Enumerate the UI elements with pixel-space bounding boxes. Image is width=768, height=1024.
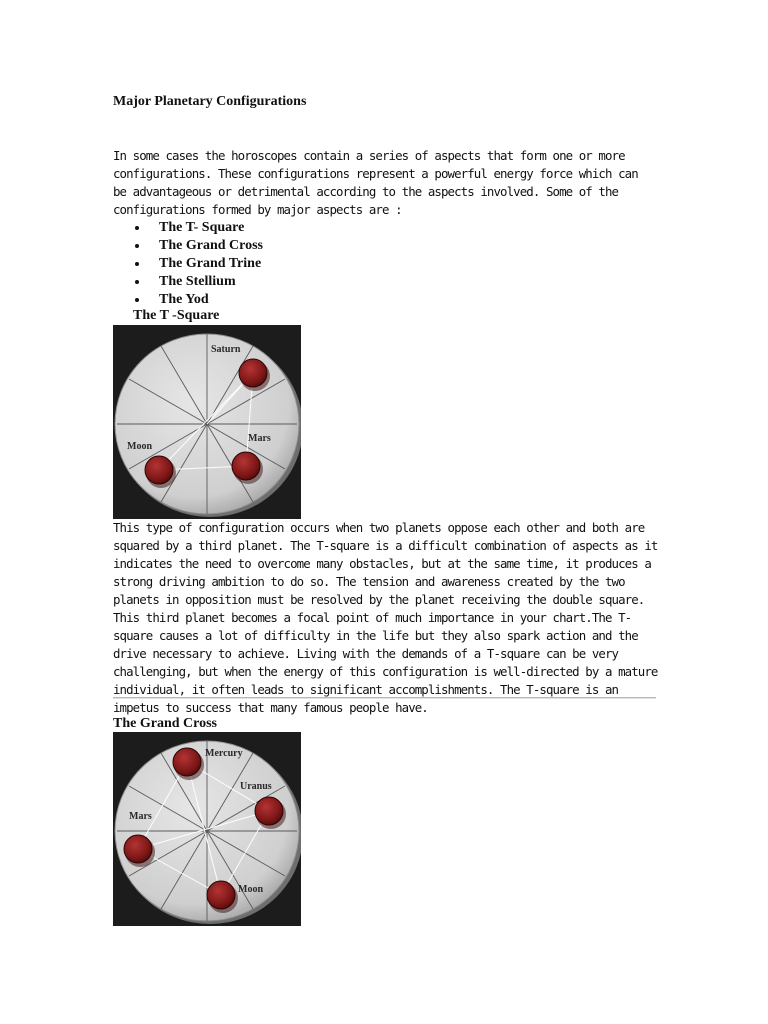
bullet-icon [135,226,139,230]
t-square-diagram [113,325,301,519]
bullet-icon [135,262,139,266]
t-square-description: This type of configuration occurs when two planets oppose each other and both are squared by a third planet. The T-square is a difficult combination of aspects as it indicates the need to overcome many obstacles, but at the same time, it produces a strong driving ambition to do so. The tension and awareness created by the two planets in opposition must be resolved by the planet receiving the double square. This third planet becomes a focal point of much importance in your chart.The T-square causes a lot of difficulty in the life but they also spark action and the drive necessary to achieve. Living with the demands of a T-square can be very challenging, but when the energy of this configuration is well-directed by a mature individual, it often leads to significant accomplishments. The T-square is an impetus to success that many famous people have. [113,520,658,715]
planet-label: Saturn [211,344,241,355]
list-item: The Stellium [113,273,263,291]
grand-cross-heading: The Grand Cross [113,716,217,731]
planet-label: Moon [238,884,263,895]
list-item: The Grand Trine [113,255,263,273]
page-title: Major Planetary Configurations [113,94,307,109]
planet-label: Uranus [240,781,272,792]
list-item: The Yod [113,291,263,309]
planet-label: Mercury [205,748,243,759]
intro-paragraph: In some cases the horoscopes contain a series of aspects that form one or more configurations. These configurations represent a powerful energy force which can be advantageous or detrimental according to the aspects involved. Some of the configurations formed by major aspects are : [113,148,638,217]
t-square-wheel-image [113,325,301,519]
t-square-heading: The T -Square [133,308,220,323]
list-item: The T- Square [113,219,263,237]
bullet-icon [135,244,139,248]
planet-label: Moon [127,441,152,452]
planet-label: Mars [129,811,152,822]
grand-cross-wheel-image [113,732,301,926]
bullet-icon [135,280,139,284]
bullet-icon [135,298,139,302]
grand-cross-diagram [113,732,301,926]
planet-label: Mars [248,433,271,444]
list-item: The Grand Cross [113,237,263,255]
configurations-list [113,219,263,308]
section-divider [113,697,656,699]
